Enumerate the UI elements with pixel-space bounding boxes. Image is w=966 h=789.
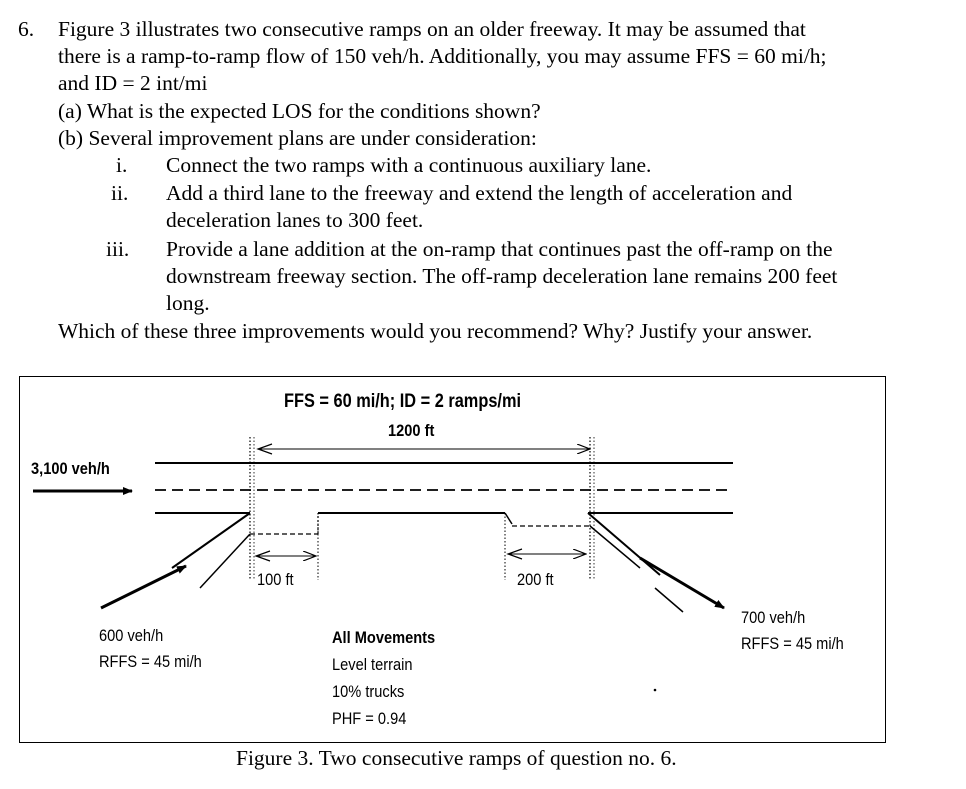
item-line: Provide a lane addition at the on-ramp that continues past the off-ramp on the [166, 237, 833, 261]
on-ramp-outer-edge [172, 513, 250, 568]
spacing-label: 1200 ft [388, 421, 435, 440]
item-number: iii. [106, 237, 130, 261]
item-number: i. [116, 153, 128, 177]
on-ramp-rffs: RFFS = 45 mi/h [99, 652, 202, 671]
question-line-3: and ID = 2 int/mi [58, 71, 208, 95]
item-line: Add a third lane to the freeway and extend the length of acceleration and [166, 181, 793, 205]
item-line: long. [166, 291, 210, 315]
accel-length-label: 100 ft [257, 570, 294, 589]
condition-terrain: Level terrain [332, 655, 413, 674]
decel-taper [505, 513, 512, 524]
decel-length-label: 200 ft [517, 570, 554, 589]
question-line-2: there is a ramp-to-ramp flow of 150 veh/h. Additionally, you may assume FFS = 60 mi/h; [58, 44, 827, 68]
item-number: ii. [111, 181, 129, 205]
off-ramp-edge [655, 588, 683, 612]
part-b: (b) Several improvement plans are under consideration: [58, 126, 537, 150]
stray-dot [654, 689, 657, 692]
off-ramp-outer-edge [588, 513, 660, 575]
off-ramp-flow-arrow [640, 558, 724, 608]
on-ramp-flow-arrow [101, 566, 186, 608]
item-line: Connect the two ramps with a continuous auxiliary lane. [166, 153, 652, 177]
closing-question: Which of these three improvements would you recommend? Why? Justify your answer. [58, 319, 813, 343]
condition-phf: PHF = 0.94 [332, 709, 407, 728]
question-number: 6. [18, 17, 35, 41]
mainline-volume: 3,100 veh/h [31, 459, 110, 478]
part-a: (a) What is the expected LOS for the conditions shown? [58, 99, 541, 123]
condition-trucks: 10% trucks [332, 682, 405, 701]
conditions-title: All Movements [332, 628, 436, 647]
off-ramp-volume: 700 veh/h [741, 608, 806, 627]
item-line: downstream freeway section. The off-ramp deceleration lane remains 200 feet [166, 264, 838, 288]
on-ramp-volume: 600 veh/h [99, 626, 164, 645]
item-line: deceleration lanes to 300 feet. [166, 208, 424, 232]
off-ramp-inner-edge [590, 526, 640, 568]
figure-caption: Figure 3. Two consecutive ramps of question no. 6. [236, 746, 677, 770]
figure-header: FFS = 60 mi/h; ID = 2 ramps/mi [284, 391, 522, 412]
question-line-1: Figure 3 illustrates two consecutive ramps on an older freeway. It may be assumed that [58, 17, 806, 41]
off-ramp-rffs: RFFS = 45 mi/h [741, 634, 844, 653]
